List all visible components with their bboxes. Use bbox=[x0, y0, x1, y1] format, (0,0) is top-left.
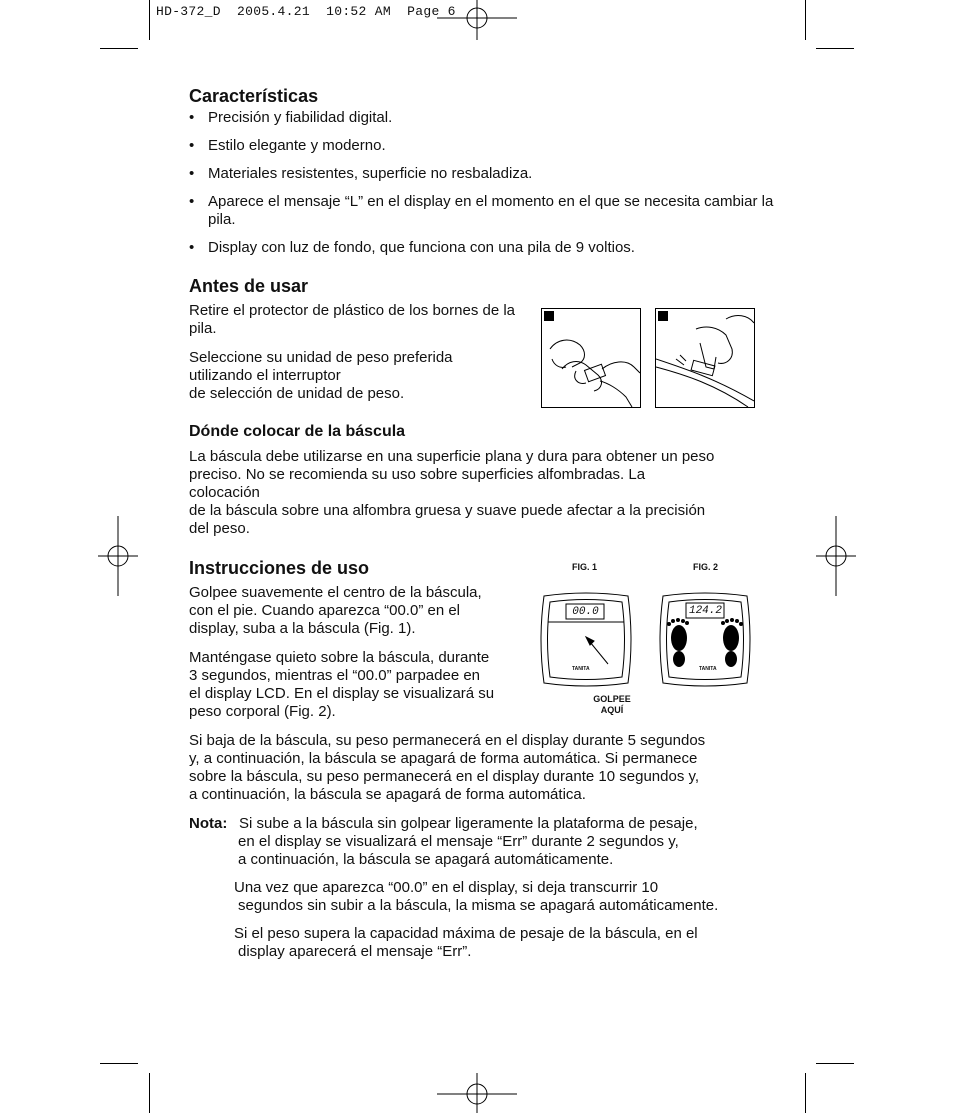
nota-paragraph-2: Una vez que aparezca “00.0” en el display, si deja transcurrir 10 segundos sin subir a la báscula, la misma se apagará automáticamente. bbox=[234, 879, 719, 914]
battery-removal-illustration bbox=[541, 308, 641, 408]
fig1-brand-label: TANITA bbox=[572, 666, 590, 672]
instrucciones-paragraph-2: Manténgase quieto sobre la báscula, durante 3 segundos, mientras el “00.0” parpadee en el display LCD. En el display se visualizará su peso corporal (Fig. 2). bbox=[189, 649, 495, 720]
unit-switch-illustration bbox=[655, 308, 755, 408]
footprints bbox=[667, 618, 743, 667]
antes-paragraph-1: Retire el protector de plástico de los bornes de la pila. bbox=[189, 302, 516, 337]
caracteristicas-title: Características bbox=[189, 86, 319, 106]
fig2-brand-label: TANITA bbox=[699, 666, 717, 672]
fig2-scale-illustration bbox=[657, 592, 753, 687]
list-item: • Precisión y fiabilidad digital. bbox=[189, 109, 788, 127]
fig1-scale-illustration bbox=[538, 592, 634, 687]
donde-paragraph: La báscula debe utilizarse en una superficie plana y dura para obtener un peso preciso. No se recomienda su uso sobre superficies alfombradas. La colocación de la báscula sobre una alfombra gruesa y suave puede afectar a la precisión del peso. bbox=[189, 448, 715, 537]
antes-title: Antes de usar bbox=[189, 276, 309, 296]
nota-paragraph-3: Si el peso supera la capacidad máxima de pesaje de la báscula, en el display aparecerá el mensaje “Err”. bbox=[234, 925, 698, 960]
nota-label: Nota: bbox=[189, 815, 228, 832]
fig2-label: FIG. 2 bbox=[693, 562, 719, 572]
list-item: • Estilo elegante y moderno. bbox=[189, 137, 788, 155]
list-item: • Display con luz de fondo, que funciona con una pila de 9 voltios. bbox=[189, 239, 788, 257]
fig1-display-readout: 00.0 bbox=[572, 606, 599, 618]
list-item: • Materiales resistentes, superficie no resbaladiza. bbox=[189, 165, 788, 183]
fig2-display-readout: 124.2 bbox=[688, 605, 722, 617]
donde-title: Dónde colocar de la báscula bbox=[189, 423, 406, 440]
instrucciones-paragraph-3: Si baja de la báscula, su peso permanecerá en el display durante 5 segundos y, a continuación, la báscula se apagará de forma automática. Si permanece sobre la báscula, su peso permanecerá en el display durante 10 segundos y, a continuación, la báscula se apagará de forma automática. bbox=[189, 732, 706, 803]
instrucciones-paragraph-1: Golpee suavemente el centro de la báscula, con el pie. Cuando aparezca “00.0” en el display, suba a la báscula (Fig. 1). bbox=[189, 584, 482, 637]
nota-paragraph-1: Si sube a la báscula sin golpear ligeramente la plataforma de pesaje, en el display se visualizará el mensaje “Err” durante 2 segundos y, a continuación, la báscula se apagará automáticamente. bbox=[238, 815, 698, 868]
fig1-label: FIG. 1 bbox=[572, 562, 598, 572]
antes-paragraph-2: Seleccione su unidad de peso preferida utilizando el interruptor de selección de unidad de peso. bbox=[189, 349, 453, 402]
tap-here-label: GOLPEE AQUÍ bbox=[593, 694, 631, 715]
instrucciones-title: Instrucciones de uso bbox=[189, 558, 370, 578]
list-item: • Aparece el mensaje “L” en el display en el momento en el que se necesita cambiar la pila. bbox=[189, 193, 778, 229]
print-slug: HD-372_D 2005.4.21 10:52 AM Page 6 bbox=[156, 4, 456, 19]
